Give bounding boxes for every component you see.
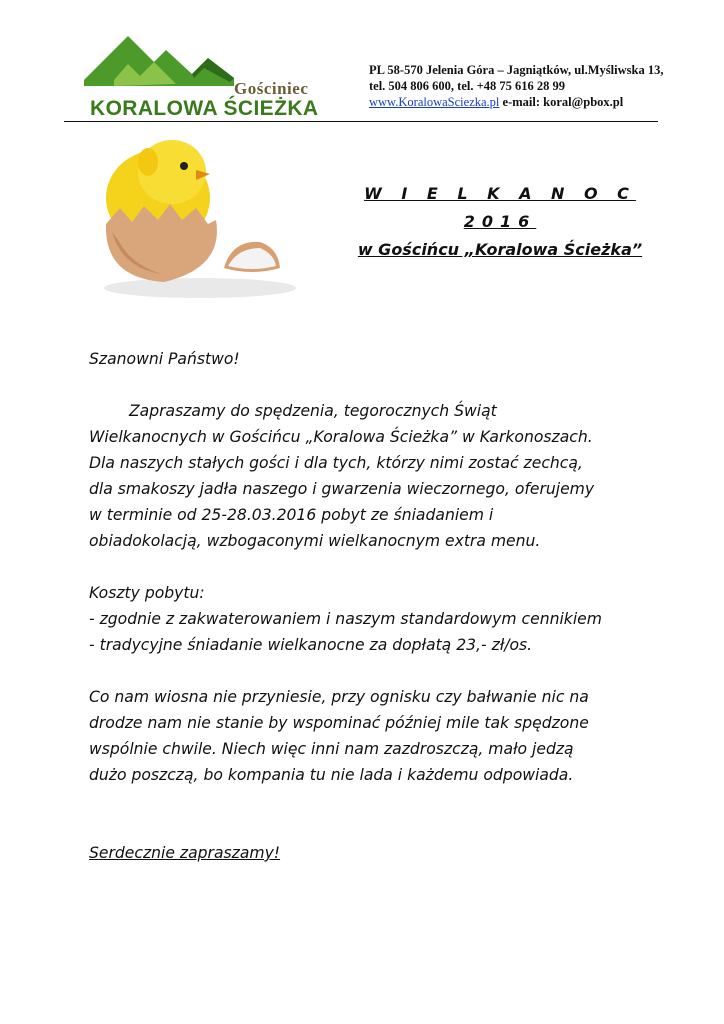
paragraph-1-line: Wielkanocnych w Gościńcu „Koralowa Ścieżka” w Karkonoszach. bbox=[89, 428, 593, 446]
mountain-logo-icon bbox=[84, 28, 356, 98]
cost-item: - tradycyjne śniadanie wielkanocne za dopłatą 23,- zł/os. bbox=[89, 636, 533, 654]
paragraph-2-line: Co nam wiosna nie przyniesie, przy ognisku czy bałwanie nic na bbox=[89, 688, 589, 706]
paragraph-1-line: Zapraszamy do spędzenia, tegorocznych Świąt bbox=[129, 402, 497, 420]
letter-body bbox=[89, 346, 659, 866]
paragraph-2-line: wspólnie chwile. Niech więc inni nam zazdroszczą, mało jedzą bbox=[89, 740, 574, 758]
web-email-line bbox=[369, 94, 663, 110]
paragraph-1-line: w terminie od 25-28.03.2016 pobyt ze śniadaniem i bbox=[89, 506, 494, 524]
logo-text-name: KORALOWA ŚCIEŻKA bbox=[90, 97, 319, 120]
company-logo bbox=[84, 28, 356, 124]
title-line-2: w Gościńcu „Koralowa Ścieżka” bbox=[357, 240, 643, 259]
address-line: PL 58-570 Jelenia Góra – Jagniątków, ul.Myśliwska 13, bbox=[369, 63, 664, 77]
paragraph-1-line: obiadokolacją, wzbogaconymi wielkanocnym extra menu. bbox=[89, 532, 541, 550]
cost-item: - zgodnie z zakwaterowaniem i naszym standardowym cennikiem bbox=[89, 610, 602, 628]
paragraph-1-line: Dla naszych stałych gości i dla tych, którzy nimi zostać zechcą, bbox=[89, 454, 583, 472]
easter-chick-egg-image bbox=[92, 128, 304, 300]
email-text: e-mail: koral@pbox.pl bbox=[499, 95, 624, 109]
salutation: Szanowni Państwo! bbox=[89, 350, 240, 368]
phone-line: tel. 504 806 600, tel. +48 75 616 28 99 bbox=[369, 79, 565, 93]
paragraph-2-line: drodze nam nie stanie by wspominać później mile tak spędzone bbox=[89, 714, 589, 732]
paragraph-1-line: dla smakoszy jadła naszego i gwarzenia wieczornego, oferujemy bbox=[89, 480, 595, 498]
logo-text-goscinec: Gościniec bbox=[234, 79, 309, 98]
paragraph-2-line: dużo poszczą, bo kompania tu nie lada i każdemu odpowiada. bbox=[89, 766, 574, 784]
title-line-1: W I E L K A N O C 2016 bbox=[364, 184, 636, 231]
document-title bbox=[350, 180, 650, 264]
contact-block bbox=[369, 62, 663, 110]
header-divider bbox=[64, 121, 658, 122]
closing-line: Serdecznie zapraszamy! bbox=[89, 844, 281, 862]
costs-heading: Koszty pobytu: bbox=[89, 584, 205, 602]
website-link[interactable]: www.KoralowaSciezka.pl bbox=[369, 95, 500, 109]
